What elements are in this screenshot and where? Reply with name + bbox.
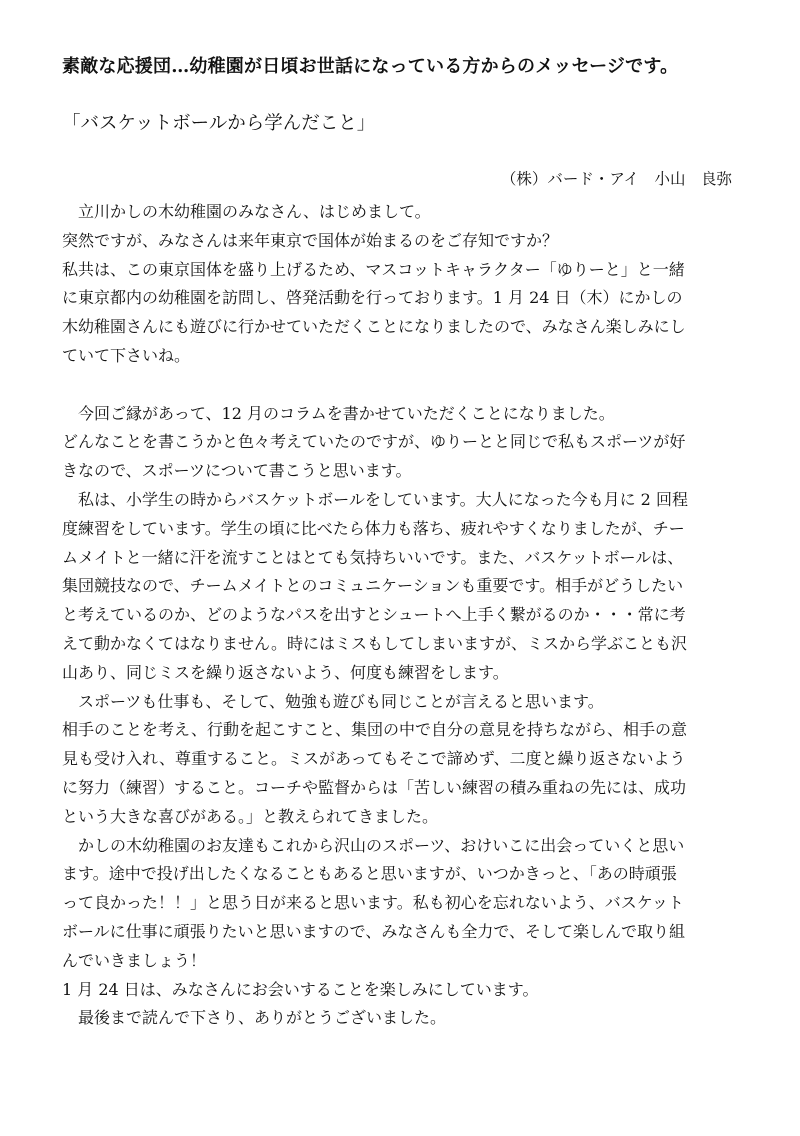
body-line: 集団競技なので、チームメイトとのコミュニケーションも重要です。相手がどうしたい [62, 576, 684, 596]
body-line: という大きな喜びがある。」と教えられてきました。 [62, 806, 439, 826]
body-line: スポーツも仕事も、そして、勉強も遊びも同じことが言えると思います。 [78, 691, 604, 711]
body-line: と考えているのか、どのようなパスを出すとシュートへ上手く繋がるのか・・・常に考 [62, 605, 686, 625]
author-line: （株）バード・アイ 小山 良弥 [500, 170, 732, 188]
body-line: 立川かしの木幼稚園のみなさん、はじめまして。 [78, 202, 431, 221]
body-line: に東京都内の幼稚園を訪問し、啓発活動を行っております。1 月 24 日（木）にかしの [62, 288, 683, 308]
body-line: ムメイトと一緒に汗を流すことはとても気持ちいいです。また、バスケットボールは、 [62, 547, 684, 567]
body-line: 1 月 24 日は、みなさんにお会いすることを楽しみにしています。 [62, 979, 539, 999]
blank-line [62, 371, 752, 400]
body-line: 私共は、この東京国体を盛り上げるため、マスコットキャラクター「ゆりーと」と一緒 [62, 259, 685, 279]
body-line: かしの木幼稚園のお友達もこれから沢山のスポーツ、おけいこに出会っていくと思い [78, 835, 685, 855]
body-line: 木幼稚園さんにも遊びに行かせていただくことになりましたので、みなさん楽しみにし [62, 317, 686, 337]
body-line: 相手のことを考え、行動を起こすこと、集団の中で自分の意見を持ちながら、相手の意 [62, 720, 687, 740]
body-line: どんなことを書こうかと色々考えていたのですが、ゆりーとと同じで私もスポーツが好 [62, 432, 686, 452]
body-line: ます。途中で投げ出したくなることもあると思いますが、いつかきっと、「あの時頑張 [62, 864, 677, 884]
body-line: 度練習をしています。学生の頃に比べたら体力も落ち、疲れやすくなりましたが、チー [62, 518, 685, 538]
body-line: 突然ですが、みなさんは来年東京で国体が始まるのをご存知ですか？ [62, 230, 559, 250]
article-title: 「バスケットボールから学んだこと」 [62, 113, 376, 134]
body-line: 私は、小学生の時からバスケットボールをしています。大人になった今も月に 2 回程 [78, 489, 688, 509]
body-line: 見も受け入れ、尊重すること。ミスがあってもそこで諦めず、二度と繰り返さないよう [62, 749, 686, 769]
body-line: って良かった！！」と思う日が来ると思います。私も初心を忘れないよう、バスケット [62, 893, 684, 913]
body-line: ていて下さいね。 [62, 345, 191, 365]
headline: 素敵な応援団…幼稚園が日頃お世話になっている方からのメッセージです。 [62, 56, 679, 77]
body-line: に努力（練習）すること。コーチや監督からは「苦しい練習の積み重ねの先には、成功 [62, 777, 687, 797]
article-body [62, 198, 752, 1033]
body-line: 最後まで読んで下さり、ありがとうございました。 [78, 1008, 447, 1028]
body-line: んでいきましょう！ [62, 950, 207, 970]
body-line: ボールに仕事に頑張りたいと思いますので、みなさんも全力で、そして楽しんで取り組 [62, 921, 686, 941]
body-line: 今回ご縁があって、12 月のコラムを書かせていただくことになりました。 [78, 403, 615, 423]
body-line: 山あり、同じミスを繰り返さないよう、何度も練習をします。 [62, 662, 509, 682]
body-line: きなので、スポーツについて書こうと思います。 [62, 461, 412, 481]
body-line: えて動かなくてはなりません。時にはミスもしてしまいますが、ミスから学ぶことも沢 [62, 633, 687, 653]
